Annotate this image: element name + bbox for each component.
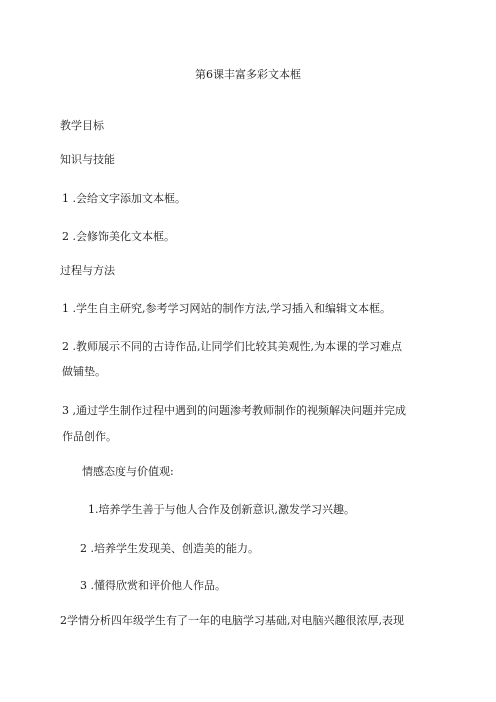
process-item-continuation: 作品创作。: [62, 430, 117, 443]
analysis-paragraph: 2学情分析四年级学生有了一年的电脑学习基础,对电脑兴趣很浓厚,表现: [60, 614, 404, 627]
heading-objectives: 教学目标: [60, 119, 104, 132]
heading-process-methods: 过程与方法: [60, 264, 115, 277]
process-item: 1 .学生自主研究,参考学习网站的制作方法,学习插入和编辑文本框。: [62, 302, 391, 315]
document-title: 第6课丰富多彩文本框: [195, 68, 301, 81]
process-item: 2 .教师展示不同的古诗作品,让同学们比较其美观性,为本课的学习难点: [62, 340, 402, 353]
knowledge-item: 2 .会修饰美化文本框。: [62, 230, 175, 243]
emotion-item: 1.培养学生善于与他人合作及创新意识,激发学习兴趣。: [88, 503, 355, 516]
emotion-item: 3 .懂得欣赏和评价他人作品。: [80, 579, 226, 592]
process-item-continuation: 做铺垫。: [62, 365, 106, 378]
heading-emotion-values: 情感态度与价值观:: [82, 465, 174, 478]
emotion-item: 2 .培养学生发现美、创造美的能力。: [80, 542, 259, 555]
heading-knowledge-skills: 知识与技能: [60, 153, 115, 166]
process-item: 3 ,通过学生制作过程中遇到的问题渗考教师制作的视频解决问题并完成: [62, 404, 406, 417]
knowledge-item: 1 .会给文字添加文本框。: [62, 192, 186, 205]
